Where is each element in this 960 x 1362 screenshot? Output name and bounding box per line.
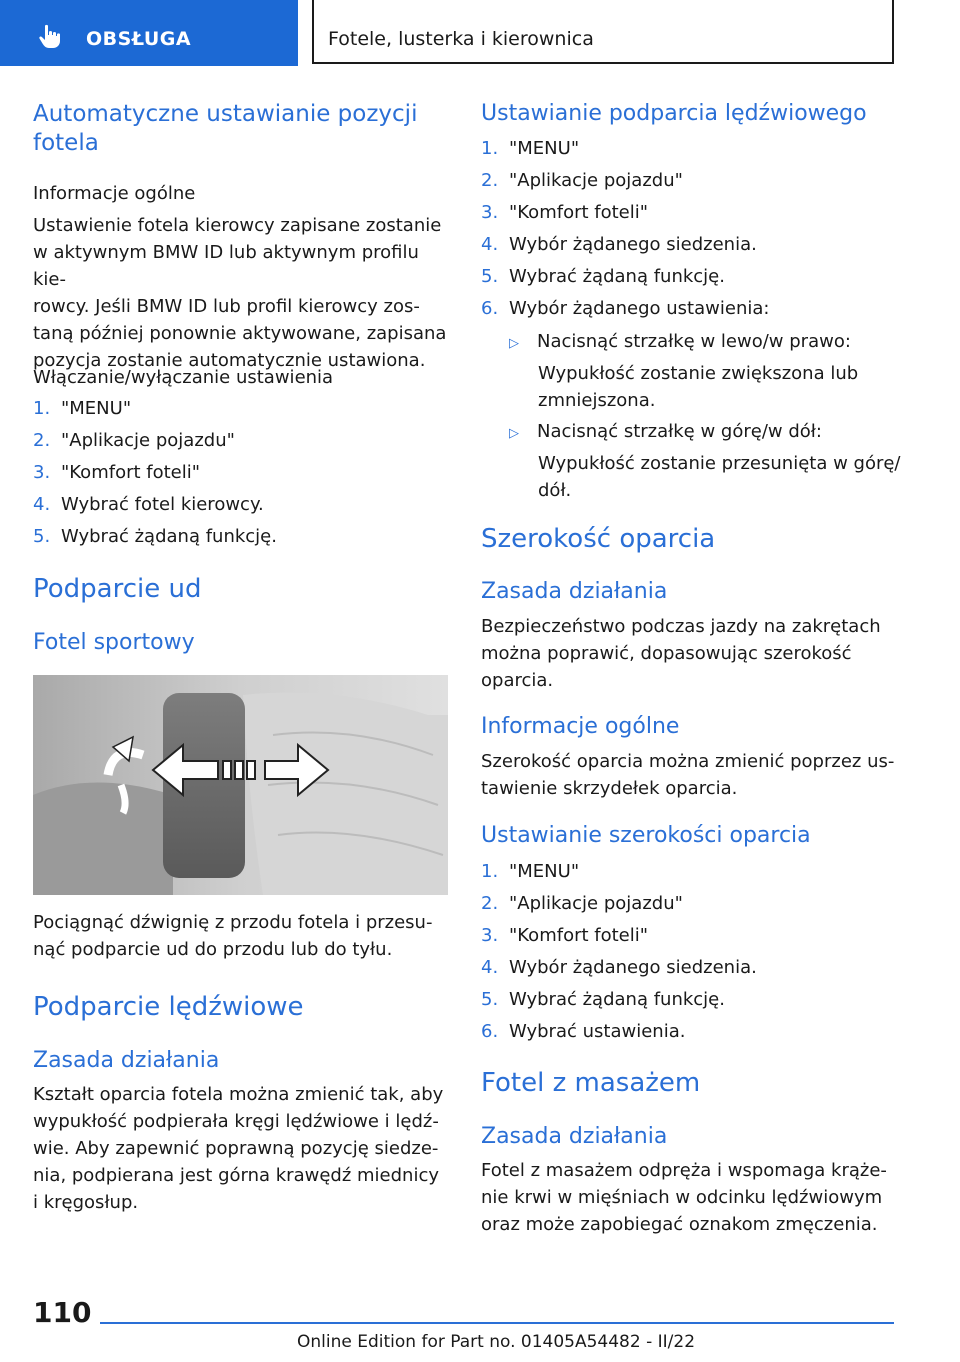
step-number: 2. [481, 170, 499, 191]
list-item [481, 859, 901, 891]
text-line: Pociągnąć dźwignię z przodu fotela i przesu- [33, 912, 433, 933]
heading-massage-seat: Fotel z masażem [481, 1068, 701, 1098]
list-item [33, 396, 449, 428]
step-text: Wybrać żądaną funkcję. [509, 989, 725, 1010]
text-line: Wypukłość zostanie przesunięta w górę/ [538, 453, 901, 474]
step-text: "Aplikacje pojazdu" [509, 893, 683, 914]
list-item [481, 891, 901, 923]
text-line: rowcy. Jeśli BMW ID lub profil kierowcy zos- [33, 296, 420, 317]
text-line: Fotel z masażem odpręża i wspomaga krąże- [481, 1160, 887, 1181]
breadcrumb-label: Fotele, lusterka i kierownica [328, 28, 594, 50]
list-item [481, 168, 901, 200]
list-item [481, 232, 901, 264]
width-principle-paragraph [481, 613, 881, 694]
lumbar-steps-list [481, 136, 901, 328]
heading-general-width: Informacje ogólne [481, 714, 680, 739]
step-number: 3. [33, 462, 51, 483]
step-text: "Komfort foteli" [61, 462, 201, 483]
heading-principle-lumbar: Zasada działania [33, 1048, 220, 1073]
text-line: oraz może zapobiegać oznakom zmęczenia. [481, 1214, 878, 1235]
bullet-result [538, 450, 901, 504]
step-number: 6. [481, 298, 499, 319]
text-line: nia, podpierana jest górna krawędź miednicy [33, 1165, 439, 1186]
seat-thigh-support-photo [33, 675, 448, 895]
step-text: "MENU" [509, 861, 580, 882]
lumbar-principle-paragraph [33, 1081, 443, 1216]
step-number: 3. [481, 925, 499, 946]
step-number: 1. [481, 138, 499, 159]
section-tab-label: OBSŁUGA [86, 28, 192, 50]
step-text: Wybór żądanego ustawienia: [509, 298, 770, 319]
page-number: 110 [33, 1296, 92, 1329]
section-tab[interactable] [0, 0, 298, 66]
step-number: 4. [33, 494, 51, 515]
step-number: 1. [33, 398, 51, 419]
list-item [481, 264, 901, 296]
text-line: zmniejszona. [538, 390, 656, 411]
footer-divider [100, 1322, 894, 1324]
step-number: 2. [481, 893, 499, 914]
step-text: "Komfort foteli" [509, 202, 649, 223]
list-item [481, 987, 901, 1019]
triangle-bullet-icon: ▷ [509, 426, 519, 441]
step-number: 1. [481, 861, 499, 882]
step-text: "Komfort foteli" [509, 925, 649, 946]
heading-lumbar-support: Podparcie lędźwiowe [33, 992, 304, 1022]
edition-footer: Online Edition for Part no. 01405A54482 - II/22 [297, 1332, 696, 1352]
text-line: pozycja zostanie automatycznie ustawiona. [33, 350, 426, 371]
seat-photo-illustration [33, 675, 448, 895]
list-item [33, 524, 449, 556]
step-text: Wybrać ustawienia. [509, 1021, 686, 1042]
step-number: 2. [33, 430, 51, 451]
subheading-toggle-setting: Włączanie/wyłączanie ustawienia [33, 367, 334, 388]
step-number: 6. [481, 1021, 499, 1042]
text-line: nie krwi w mięśniach w odcinku lędźwiowym [481, 1187, 883, 1208]
list-item [481, 1019, 901, 1051]
bullet-text: Nacisnąć strzałkę w górę/w dół: [537, 421, 822, 442]
photo-caption [33, 909, 432, 963]
list-item [33, 492, 449, 524]
heading-sport-seat: Fotel sportowy [33, 630, 195, 655]
text-line: taną później ponownie aktywowane, zapisana [33, 323, 447, 344]
step-number: 5. [33, 526, 51, 547]
step-text: "Aplikacje pojazdu" [509, 170, 683, 191]
list-item [33, 460, 449, 492]
text-line: Szerokość oparcia można zmienić poprzez us- [481, 751, 895, 772]
step-text: Wybrać fotel kierowcy. [61, 494, 264, 515]
text-line: nąć podparcie ud do przodu lub do tyłu. [33, 939, 393, 960]
subheading-general-info: Informacje ogólne [33, 183, 196, 204]
text-line: wypukłość podpierała kręgi lędźwiowe i lędź- [33, 1111, 439, 1132]
step-number: 4. [481, 957, 499, 978]
step-text: Wybrać żądaną funkcję. [509, 266, 725, 287]
text-line: i kręgosłup. [33, 1192, 139, 1213]
heading-principle-massage: Zasada działania [481, 1124, 668, 1149]
heading-principle-width: Zasada działania [481, 579, 668, 604]
bullet-result [538, 360, 858, 414]
step-text: "MENU" [509, 138, 580, 159]
step-text: "MENU" [61, 398, 132, 419]
heading-width-adjustment: Ustawianie szerokości oparcia [481, 823, 811, 848]
step-number: 5. [481, 266, 499, 287]
heading-lumbar-adjustment: Ustawianie podparcia lędźwiowego [481, 101, 867, 126]
list-item [481, 296, 901, 328]
page-header [0, 0, 960, 66]
heading-auto-seat-position: Automatyczne ustawianie pozycji fotela [33, 101, 418, 156]
hand-pointer-icon [36, 22, 64, 50]
bullet-text: Nacisnąć strzałkę w lewo/w prawo: [537, 331, 851, 352]
text-line: Wypukłość zostanie zwiększona lub [538, 363, 859, 384]
step-text: Wybrać żądaną funkcję. [61, 526, 277, 547]
list-item [481, 200, 901, 232]
toggle-steps-list [33, 396, 449, 556]
step-number: 4. [481, 234, 499, 255]
text-line: można poprawić, dopasowując szerokość [481, 643, 852, 664]
width-steps-list [481, 859, 901, 1051]
massage-principle-paragraph [481, 1157, 887, 1238]
list-item [481, 923, 901, 955]
text-line: Kształt oparcia fotela można zmienić tak, aby [33, 1084, 444, 1105]
text-line: wie. Aby zapewnić poprawną pozycję siedze- [33, 1138, 439, 1159]
general-info-paragraph [33, 212, 449, 374]
step-number: 3. [481, 202, 499, 223]
text-line: Bezpieczeństwo podczas jazdy na zakrętach [481, 616, 881, 637]
text-line: w aktywnym BMW ID lub aktywnym profilu kie- [33, 242, 419, 290]
list-item [33, 428, 449, 460]
text-line: Ustawienie fotela kierowcy zapisane zostanie [33, 215, 442, 236]
bullet-item [509, 329, 899, 355]
breadcrumb [312, 0, 894, 64]
text-line: tawienie skrzydełek oparcia. [481, 778, 738, 799]
bullet-item [509, 419, 899, 445]
list-item [481, 955, 901, 987]
step-number: 5. [481, 989, 499, 1010]
triangle-bullet-icon: ▷ [509, 336, 519, 351]
heading-thigh-support: Podparcie ud [33, 574, 202, 604]
step-text: "Aplikacje pojazdu" [61, 430, 235, 451]
step-text: Wybór żądanego siedzenia. [509, 957, 757, 978]
step-text: Wybór żądanego siedzenia. [509, 234, 757, 255]
list-item [481, 136, 901, 168]
heading-backrest-width: Szerokość oparcia [481, 524, 716, 554]
text-line: dół. [538, 480, 572, 501]
width-general-paragraph [481, 748, 894, 802]
text-line: oparcia. [481, 670, 554, 691]
